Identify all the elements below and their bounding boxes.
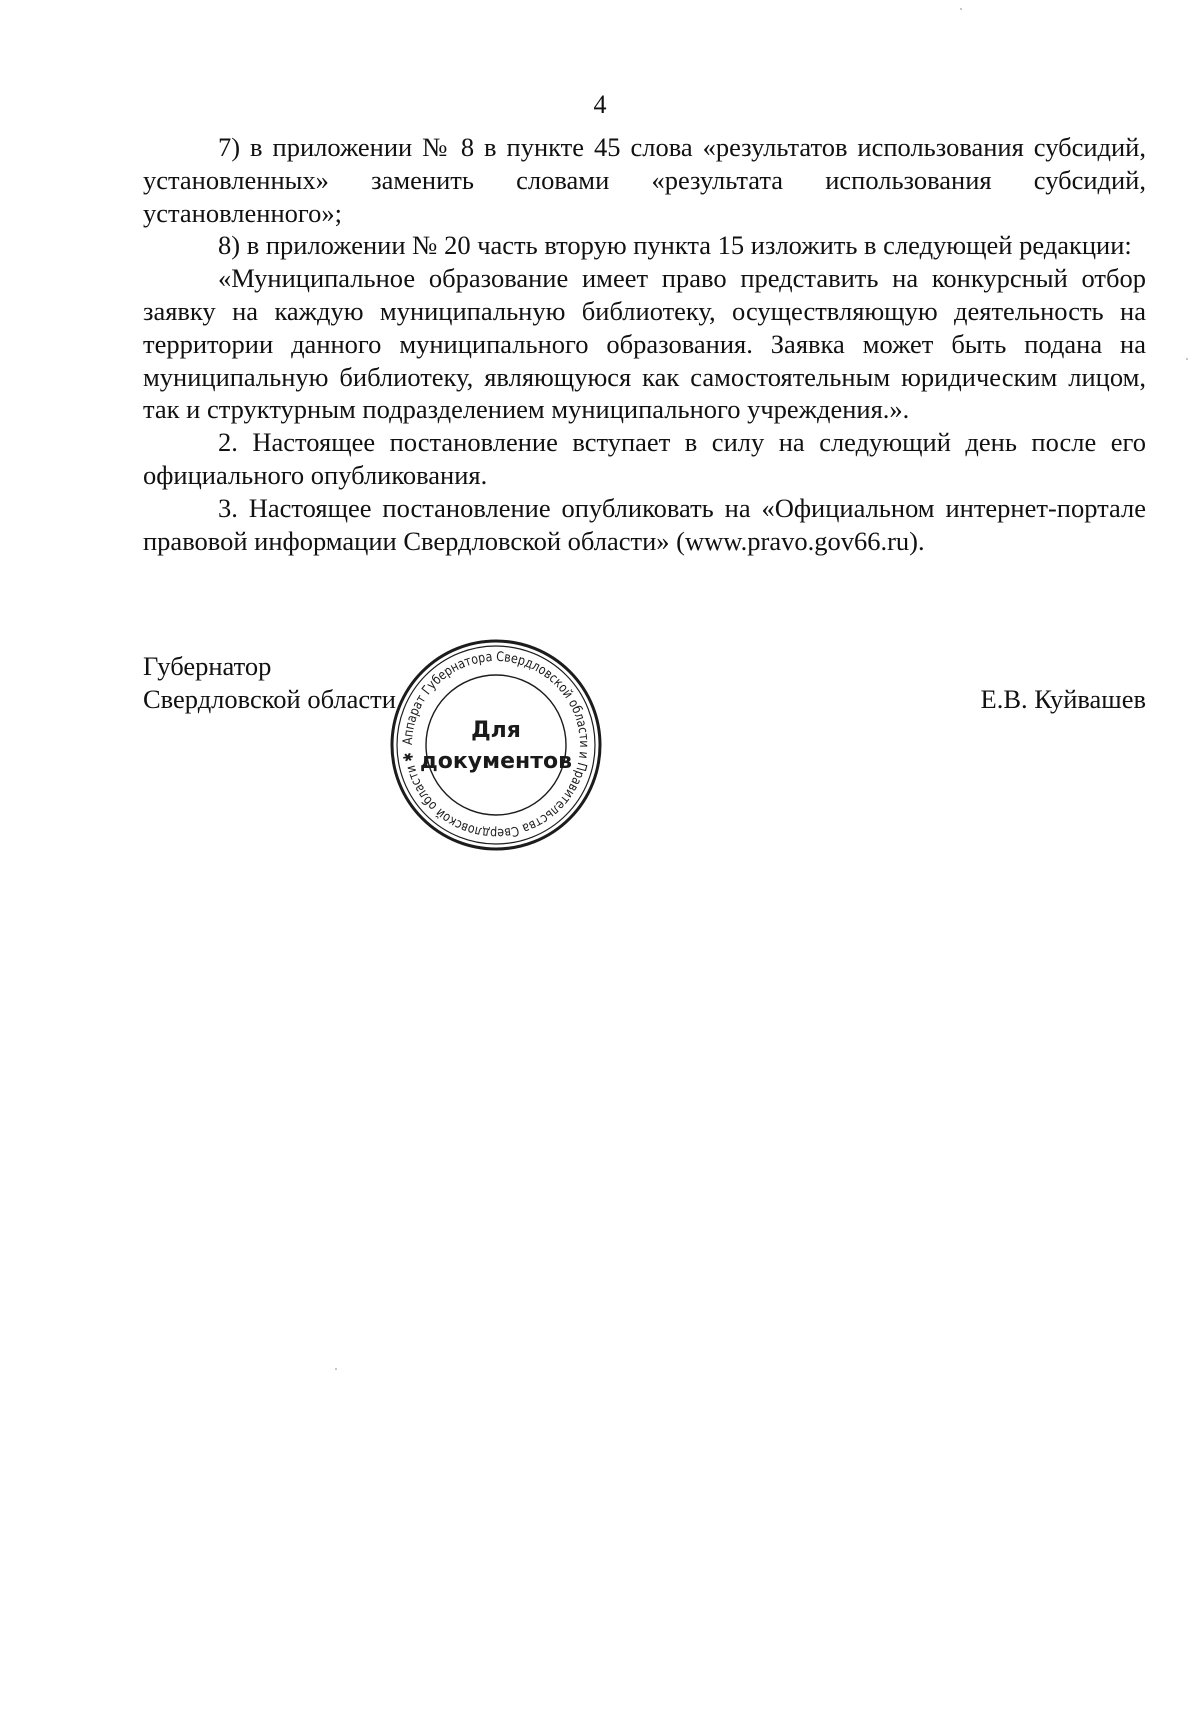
paragraph-clause-2: 2. Настоящее постановление вступает в силу на следующий день после его официального опубликования.: [143, 427, 1146, 490]
paragraph-item-7: 7) в приложении № 8 в пункте 45 слова «результатов использования субсидий, установленных» заменить словами «результата использования субсидий, установленного»;: [143, 132, 1146, 228]
document-body: [143, 131, 1146, 557]
stamp-center-line1: Для: [471, 718, 521, 743]
page-number: 4: [593, 90, 607, 119]
quoted-paragraph: «Муниципальное образование имеет право представить на конкурсный отбор заявку на каждую муниципальную библиотеку, осуществляющую деятельность на территории данного муниципального образования. Заявка может быть подана на муниципальную библиотеку, являющуюся как самостоятельным юридическим лицом, так и структурным подразделением муниципального учреждения.».: [143, 263, 1146, 425]
stamp-center: [388, 637, 604, 853]
signature-block: [143, 650, 1146, 850]
signer-title: Губернатор: [143, 651, 272, 681]
paragraph-clause-3: 3. Настоящее постановление опубликовать на «Официальном интернет-портале правовой информации Свердловской области» (www.pravo.gov66.ru).: [143, 492, 1146, 556]
scan-speck: [335, 1368, 337, 1370]
signer-position: [143, 650, 396, 716]
official-stamp: [388, 637, 604, 853]
scan-speck: [1186, 358, 1188, 360]
signer-region: Свердловской области: [143, 683, 396, 714]
paragraph-item-8: 8) в приложении № 20 часть вторую пункта 15 изложить в следующей редакции:: [218, 230, 1132, 261]
signer-name: Е.В. Куйвашев: [980, 684, 1146, 714]
stamp-ring-text: Аппарат Губернатора Свердловской области и Правительства Свердловской области ✱: [400, 649, 592, 841]
stamp-center-line2: документов: [419, 749, 573, 774]
scan-speck: [960, 8, 962, 10]
